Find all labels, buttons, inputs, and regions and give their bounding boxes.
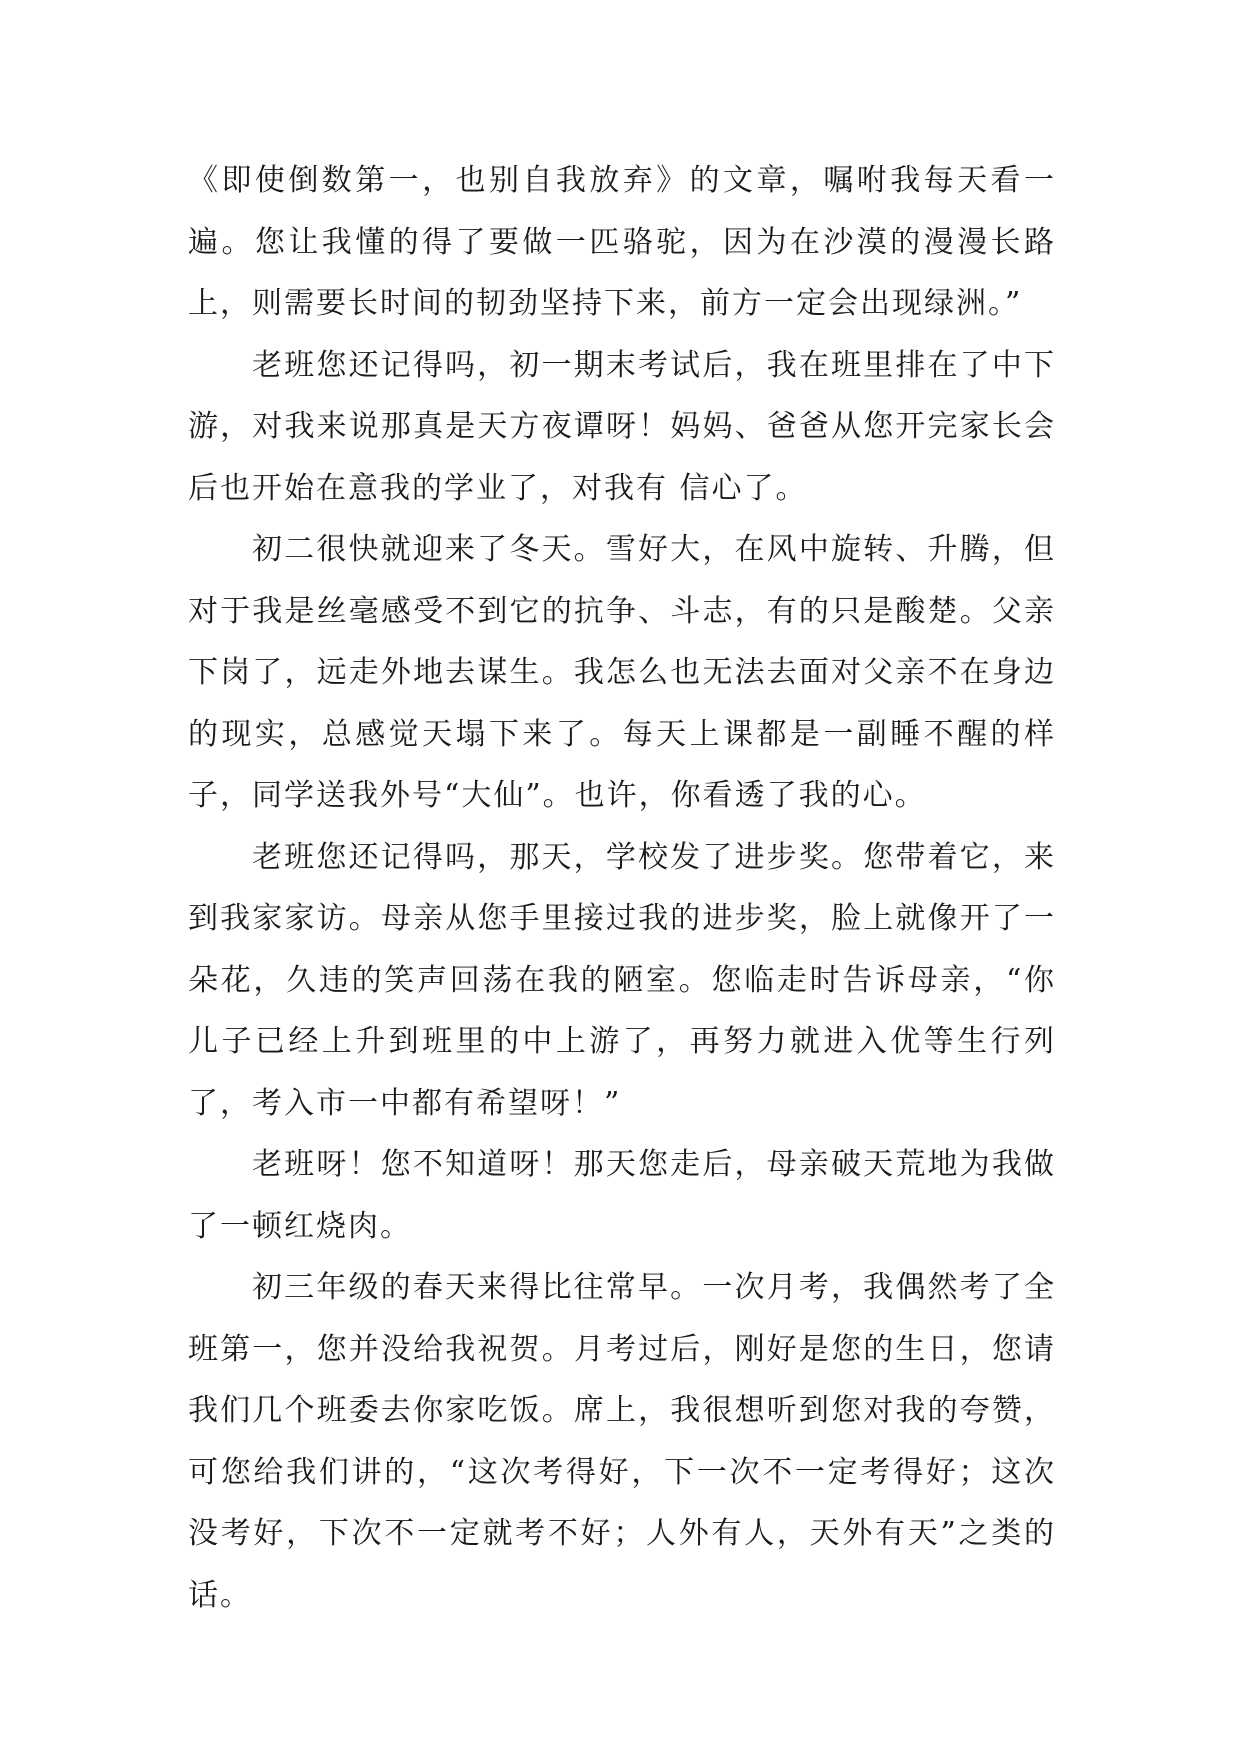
paragraph: 老班您还记得吗，那天，学校发了进步奖。您带着它，来到我家家访。母亲从您手里接过我的进步奖，脸上就像开了一朵花，久违的笑声回荡在我的陋室。您临走时告诉母亲，“你儿子已经上升到班里的中上游了，再努力就进入优等生行列了，考入市一中都有希望呀！”: [188, 839, 1056, 1121]
paragraph: 初二很快就迎来了冬天。雪好大，在风中旋转、升腾，但对于我是丝毫感受不到它的抗争、斗志，有的只是酸楚。父亲下岗了，远走外地去谋生。我怎么也无法去面对父亲不在身边的现实，总感觉天塌下来了。每天上课都是一副睡不醒的样子，同学送我外号“大仙”。也许，你看透了我的心。: [188, 532, 1056, 813]
document-body: [188, 150, 1056, 1626]
paragraph: 初三年级的春天来得比往常早。一次月考，我偶然考了全班第一，您并没给我祝贺。月考过后，刚好是您的生日，您请我们几个班委去你家吃饭。席上，我很想听到您对我的夸赞，可您给我们讲的，“这次考得好，下一次不一定考得好；这次没考好，下次不一定就考不好；人外有人，天外有天”之类的话。: [188, 1270, 1056, 1613]
paragraph: 老班呀！您不知道呀！那天您走后，母亲破天荒地为我做了一顿红烧肉。: [188, 1147, 1056, 1244]
paragraph: 《即使倒数第一，也别自我放弃》的文章，嘱咐我每天看一遍。您让我懂的得了要做一匹骆驼，因为在沙漠的漫漫长路上，则需要长时间的韧劲坚持下来，前方一定会出现绿洲。”: [188, 163, 1056, 321]
paragraph: 老班您还记得吗，初一期末考试后，我在班里排在了中下游，对我来说那真是天方夜谭呀！妈妈、爸爸从您开完家长会后也开始在意我的学业了，对我有 信心了。: [188, 347, 1056, 506]
